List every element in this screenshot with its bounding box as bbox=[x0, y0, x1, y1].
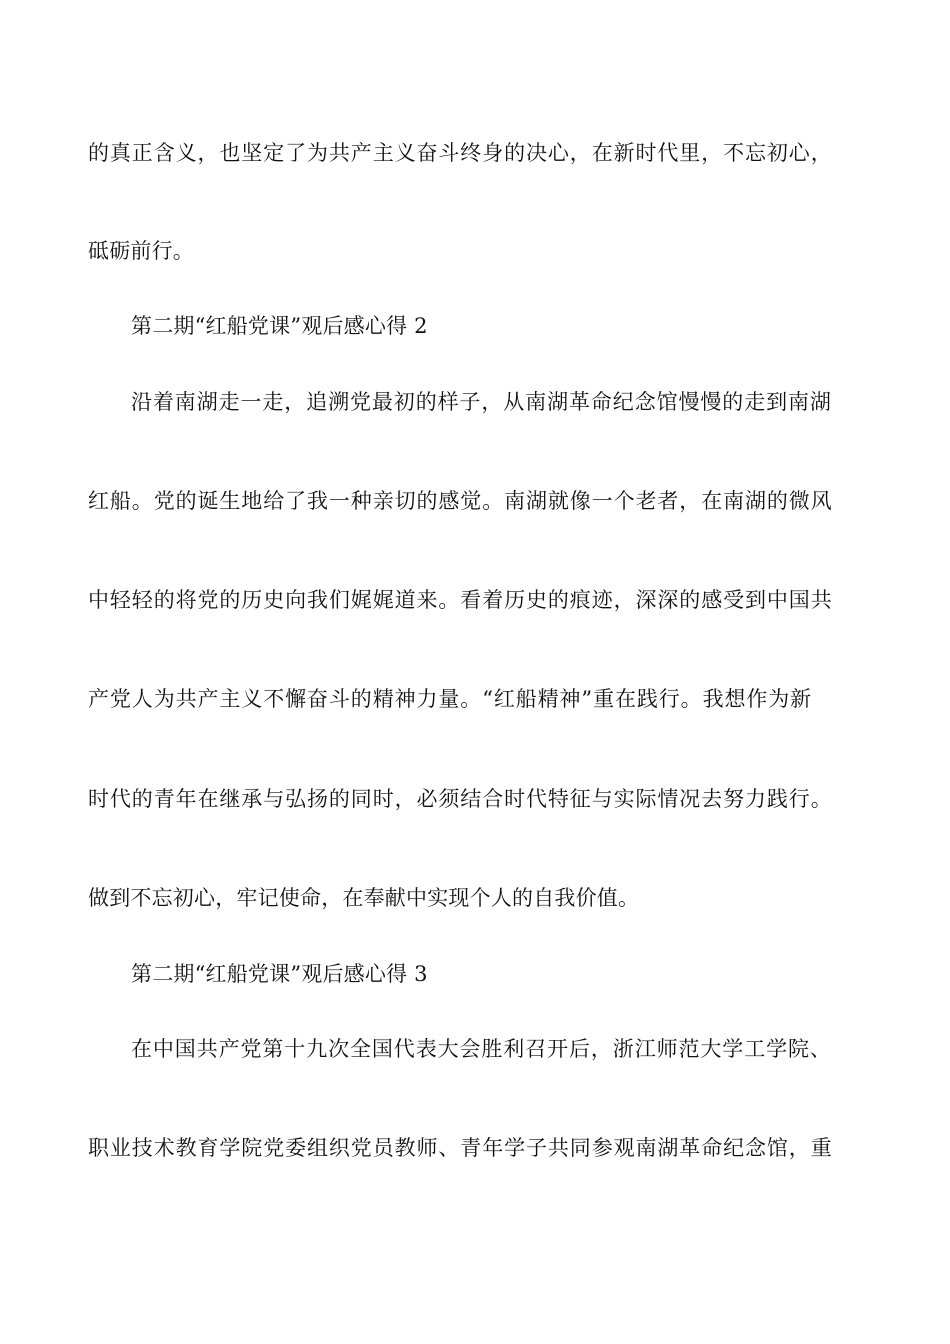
section-heading: 第二期“红船党课”观后感心得 2 bbox=[131, 314, 428, 338]
paragraph-line: 红船。党的诞生地给了我一种亲切的感觉。南湖就像一个老者，在南湖的微风 bbox=[88, 489, 833, 513]
paragraph-line: 砥砺前行。 bbox=[88, 239, 194, 263]
paragraph-line: 职业技术教育学院党委组织党员教师、青年学子共同参观南湖革命纪念馆，重 bbox=[88, 1136, 833, 1160]
paragraph-line: 做到不忘初心，牢记使命，在奉献中实现个人的自我价值。 bbox=[88, 886, 640, 910]
paragraph-line: 产党人为共产主义不懈奋斗的精神力量。“红船精神”重在践行。我想作为新 bbox=[88, 687, 813, 711]
paragraph-line: 沿着南湖走一走，追溯党最初的样子，从南湖革命纪念馆慢慢的走到南湖 bbox=[131, 390, 832, 414]
paragraph-line: 中轻轻的将党的历史向我们娓娓道来。看着历史的痕迹，深深的感受到中国共 bbox=[88, 588, 833, 612]
paragraph-line: 的真正含义，也坚定了为共产主义奋斗终身的决心，在新时代里，不忘初心， bbox=[88, 141, 833, 165]
paragraph-line: 在中国共产党第十九次全国代表大会胜利召开后，浙江师范大学工学院、 bbox=[131, 1037, 832, 1061]
section-heading: 第二期“红船党课”观后感心得 3 bbox=[131, 962, 428, 986]
paragraph-line: 时代的青年在继承与弘扬的同时，必须结合时代特征与实际情况去努力践行。 bbox=[88, 787, 833, 811]
